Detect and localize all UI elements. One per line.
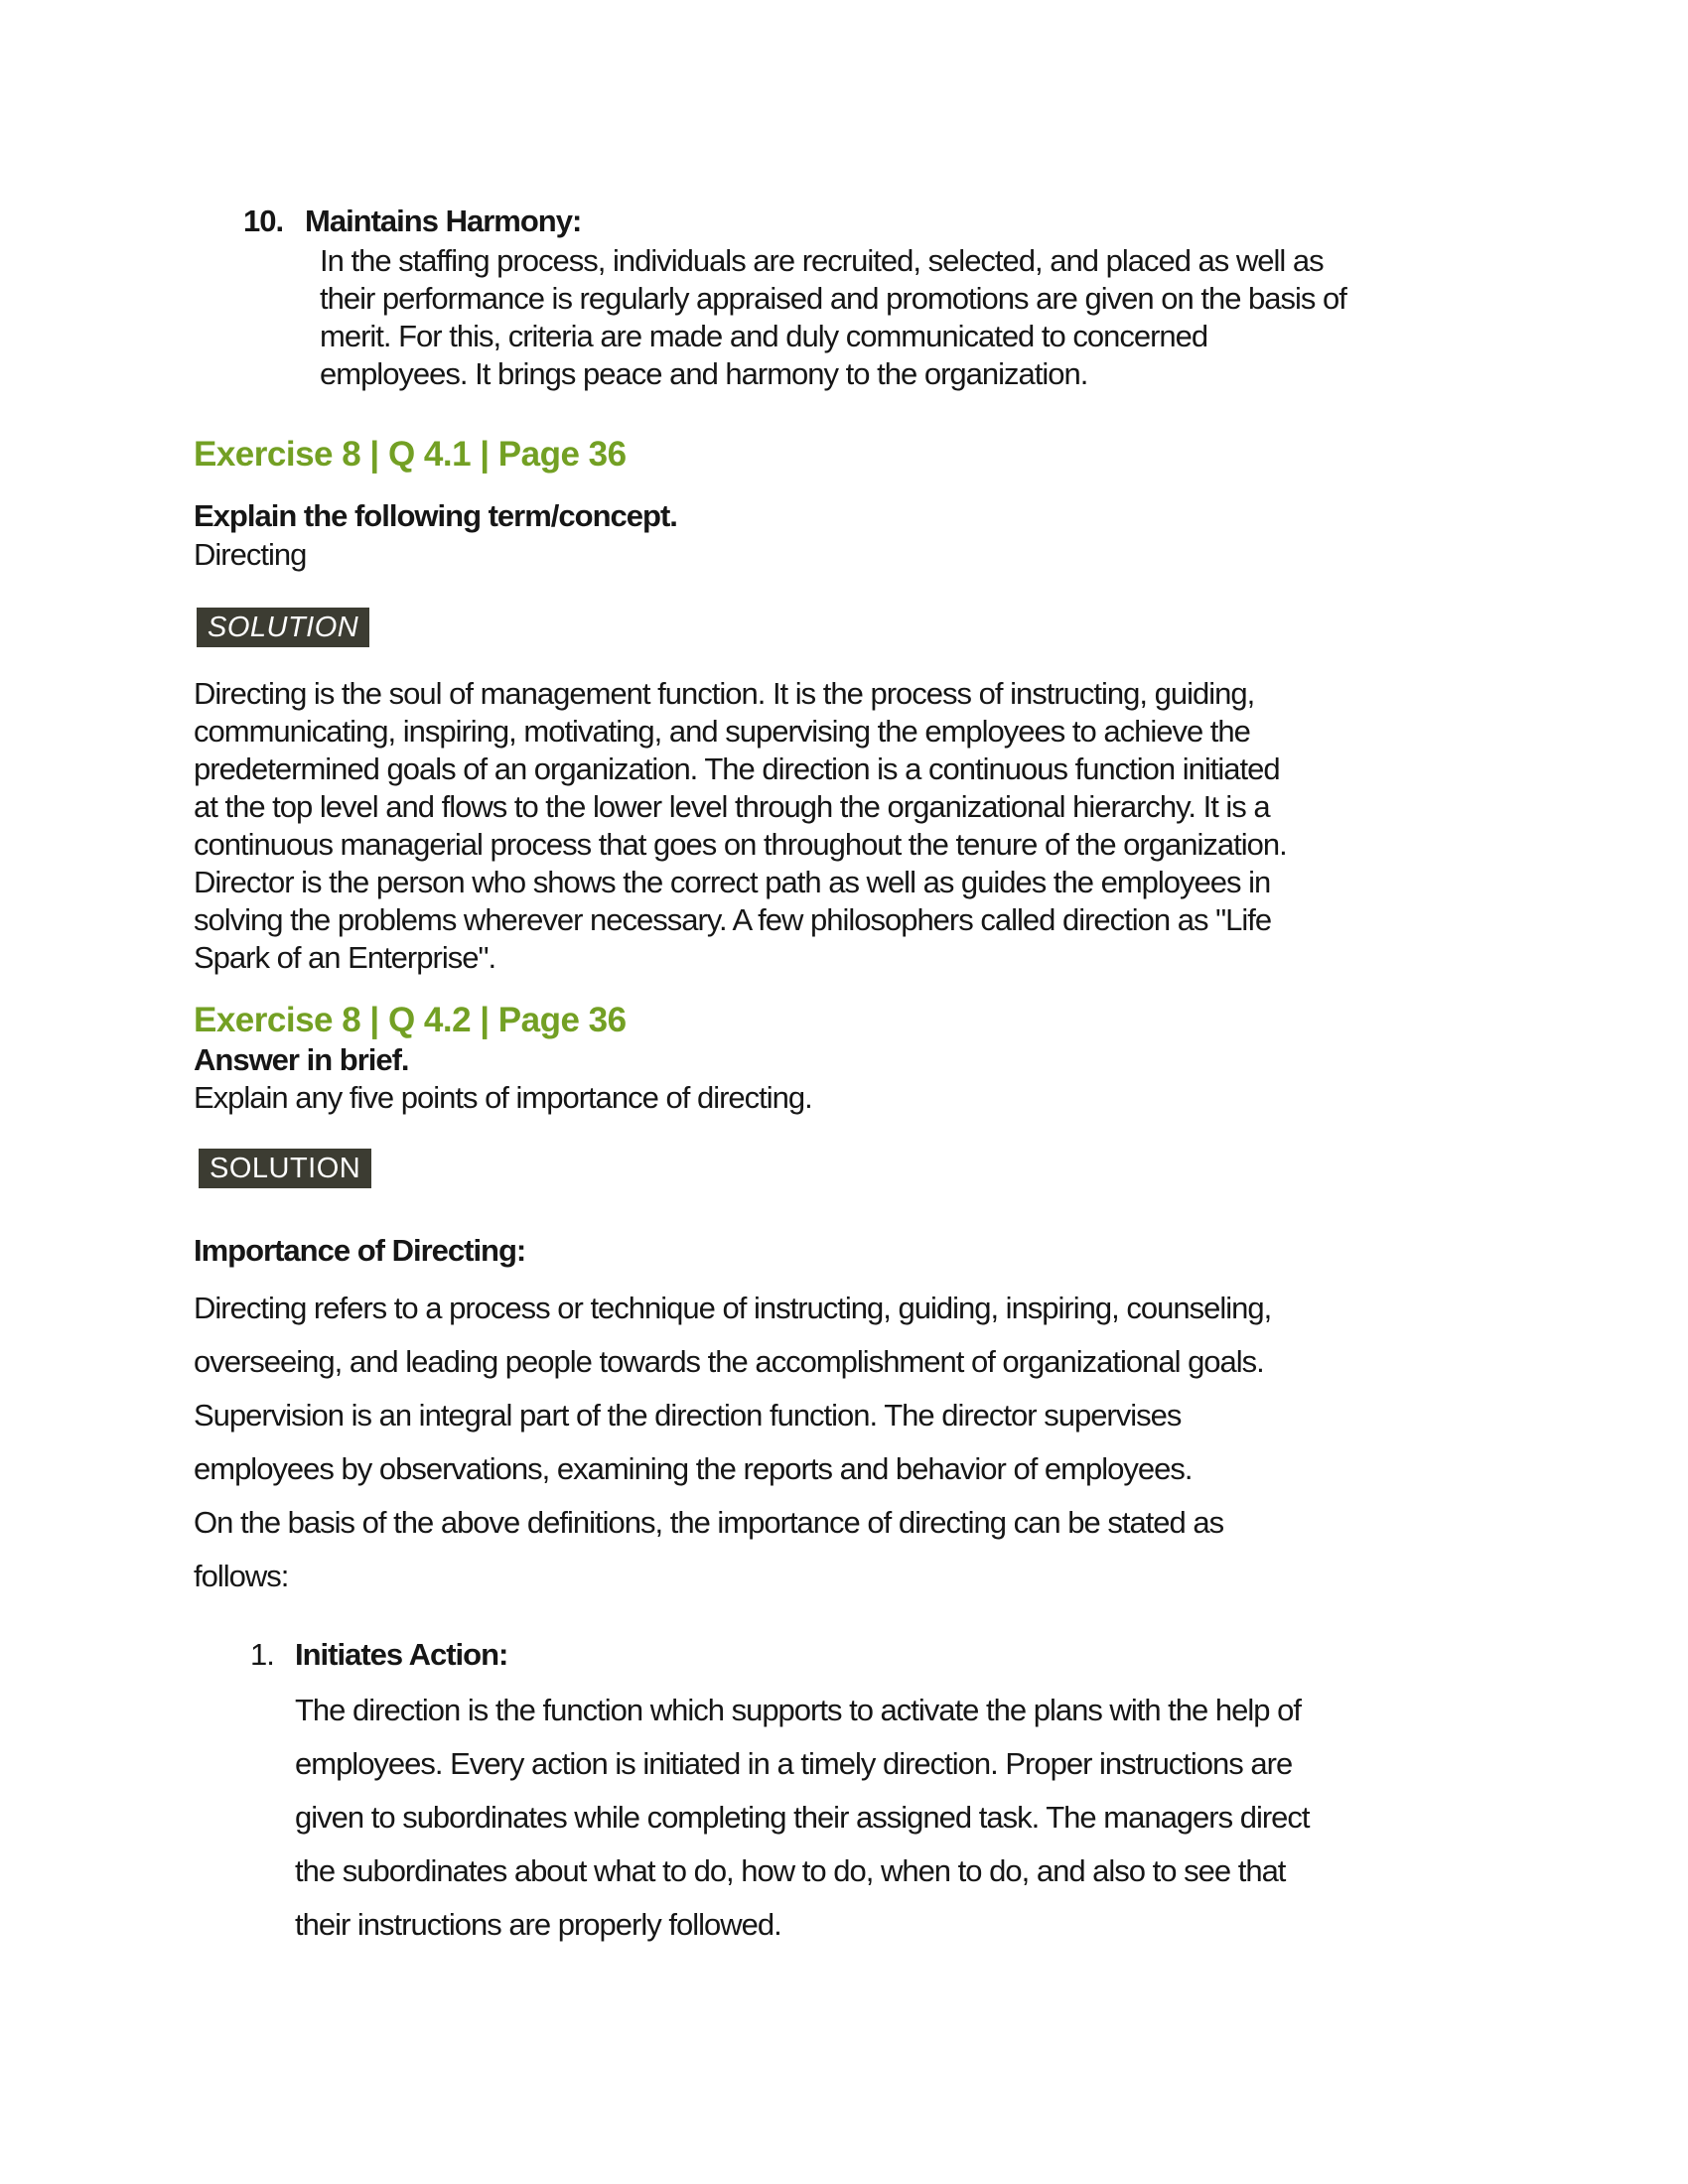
solution-q42-basis-paragraph: [194, 1496, 1223, 1603]
paragraph-line: merit. For this, criteria are made and duly communicated to concerned: [320, 319, 1208, 353]
paragraph-line: employees. Every action is initiated in a timely direction. Proper instructions are: [295, 1746, 1293, 1781]
paragraph-line: The direction is the function which supports to activate the plans with the help of: [295, 1693, 1301, 1727]
paragraph-line: Directing refers to a process or technique of instructing, guiding, inspiring, counseling,: [194, 1291, 1272, 1325]
paragraph-line: communicating, inspiring, motivating, and supervising the employees to achieve the: [194, 714, 1250, 749]
paragraph-line: Supervision is an integral part of the direction function. The director supervises: [194, 1398, 1182, 1433]
solution-q42-intro-paragraph: [194, 1282, 1271, 1496]
solution-label-q42: SOLUTION: [199, 1149, 371, 1188]
paragraph-line: employees by observations, examining the reports and behavior of employees.: [194, 1451, 1193, 1486]
question-term: Directing: [194, 537, 307, 572]
paragraph-line: On the basis of the above definitions, the importance of directing can be stated as: [194, 1505, 1224, 1540]
list-item-10-number: 10.: [243, 204, 284, 238]
solution-label-q41: SOLUTION: [197, 608, 369, 647]
list-item-1-paragraph: [295, 1684, 1310, 1952]
exercise-q42-question: [194, 1041, 812, 1117]
paragraph-line: overseeing, and leading people towards the accomplishment of organizational goals.: [194, 1344, 1264, 1379]
paragraph-line: solving the problems wherever necessary. A few philosophers called direction as "Life: [194, 902, 1272, 937]
list-item-10-heading: [194, 201, 1346, 242]
question-prompt: Explain the following term/concept.: [194, 498, 677, 533]
paragraph-line: continuous managerial process that goes on throughout the tenure of the organization.: [194, 827, 1287, 862]
exercise-q42-heading: Exercise 8 | Q 4.2 | Page 36: [194, 1001, 627, 1039]
paragraph-line: In the staffing process, individuals are recruited, selected, and placed as well as: [320, 243, 1324, 278]
list-item-1-heading: [194, 1634, 1310, 1676]
paragraph-line: Director is the person who shows the correct path as well as guides the employees in: [194, 865, 1271, 899]
list-item-10: [194, 201, 1346, 393]
list-item-10-title: Maintains Harmony:: [305, 204, 582, 238]
paragraph-line: the subordinates about what to do, how to do, when to do, and also to see that: [295, 1853, 1286, 1888]
paragraph-line: Spark of an Enterprise".: [194, 940, 496, 975]
list-item-1-number: 1.: [250, 1637, 274, 1672]
paragraph-line: given to subordinates while completing their assigned task. The managers direct: [295, 1800, 1310, 1835]
solution-q41-paragraph: [194, 675, 1287, 977]
paragraph-line: follows:: [194, 1559, 289, 1593]
solution-q42-subheading: Importance of Directing:: [194, 1233, 526, 1268]
paragraph-line: employees. It brings peace and harmony to the organization.: [320, 356, 1088, 391]
question-prompt: Answer in brief.: [194, 1042, 409, 1077]
paragraph-line: their performance is regularly appraised and promotions are given on the basis of: [320, 281, 1346, 316]
paragraph-line: their instructions are properly followed.: [295, 1907, 781, 1942]
list-item-1-title: Initiates Action:: [295, 1637, 508, 1672]
exercise-q41-question: [194, 495, 677, 574]
question-text: Explain any five points of importance of directing.: [194, 1080, 812, 1115]
exercise-q41-heading: Exercise 8 | Q 4.1 | Page 36: [194, 435, 627, 474]
paragraph-line: predetermined goals of an organization. The direction is a continuous function initiated: [194, 751, 1280, 786]
paragraph-line: Directing is the soul of management function. It is the process of instructing, guiding,: [194, 676, 1255, 711]
paragraph-line: at the top level and flows to the lower level through the organizational hierarchy. It is a: [194, 789, 1270, 824]
list-item-10-paragraph: [320, 242, 1346, 393]
list-item-1: [194, 1634, 1310, 1952]
